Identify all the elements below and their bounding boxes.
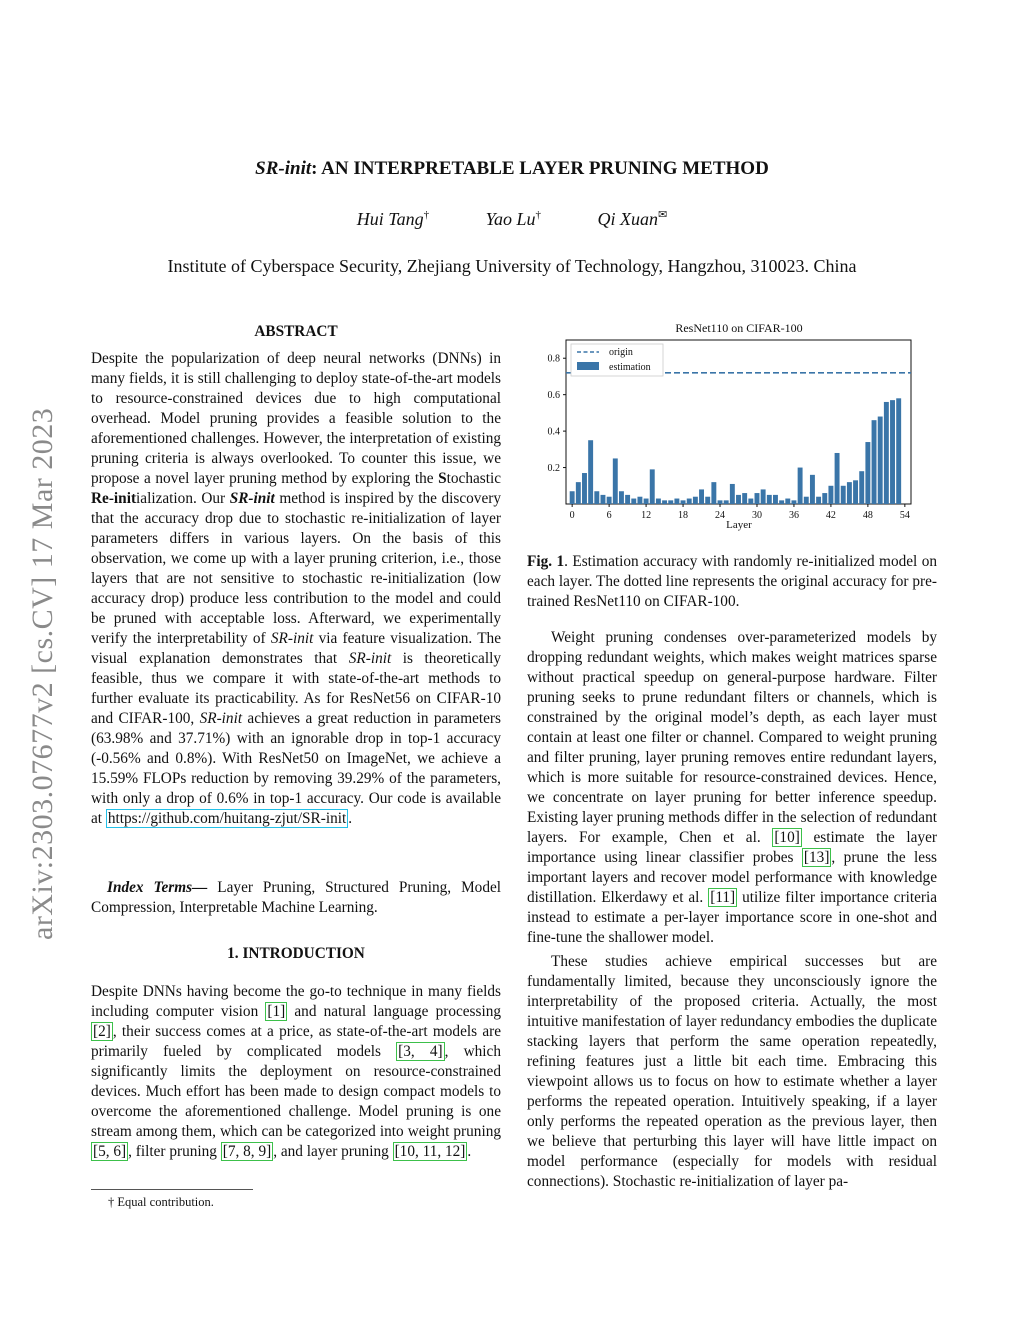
bar-layer-12	[644, 499, 649, 504]
chart-legend	[571, 344, 663, 376]
code-link[interactable]: https://github.com/huitang-zjut/SR-init	[107, 810, 347, 827]
bar-layer-14	[656, 499, 661, 504]
bar-layer-9	[625, 495, 630, 504]
bar-layer-22	[705, 497, 710, 504]
bar-layer-53	[896, 398, 901, 504]
bar-layer-27	[736, 495, 741, 504]
bar-layer-38	[804, 497, 809, 504]
figure-1-chart	[520, 318, 940, 536]
bar-layer-36	[791, 500, 796, 504]
bar-layer-23	[711, 482, 716, 504]
bar-layer-19	[687, 499, 692, 504]
x-tick-label: 36	[788, 510, 799, 521]
citation-link[interactable]: [7, 8, 9]	[222, 1143, 272, 1160]
bar-layer-7	[613, 458, 618, 504]
x-tick-label: 0	[569, 510, 575, 521]
bar-layer-11	[637, 497, 642, 504]
bar-layer-34	[779, 500, 784, 504]
bar-layer-26	[730, 484, 735, 504]
paragraph-studies: These studies achieve empirical successes but are fundamentally limited, because they unconsciously ignore the interpretability of the proposed criteria. Actually, the most intuitive manifestation of layer redundancy embodies the duplicate stacking layers that perform the same operation repeatedly, refining features just a little bit each time. Embracing this viewpoint allows us to focus on how to estimate whether a layer performs the repeated operation. Intuitively speaking, if a layer only performs the repeated operation as the previous layer, then we believe that perturbing this layer will have little impact on model performance (especially for models with residual connections). Stochastic re-initialization of layer pa-	[527, 953, 937, 1190]
citation-link[interactable]: [5, 6]	[93, 1143, 127, 1160]
bar-layer-39	[810, 475, 815, 504]
author-2: Yao Lu†	[485, 209, 541, 229]
bar-layer-28	[742, 493, 747, 504]
bar-layer-24	[718, 500, 723, 504]
bar-layer-46	[853, 480, 858, 504]
bar-layer-16	[668, 500, 673, 504]
abstract-body: Despite the popularization of deep neural networks (DNNs) in many fields, it is still challenging to deploy state-of-the-art models to resource-constrained devices due to high computational overhead. Model pruning provides a feasible solution to the aforementioned challenges. However, the interpretation of existing pruning criteria is always overlooked. To counter this issue, we propose a novel layer pruning method by exploring the Stochastic Re-initialization. Our SR-init method is inspired by the discovery that the accuracy drop due to stochastic re-initialization of layer parameters differs in various layers. On the basis of this observation, we come up with a layer pruning criterion, i.e., those layers that are not sensitive to stochastic re-initialization (low accuracy drop) produce less contribution to the model and could be pruned with acceptable loss. Afterward, we experimentally verify the interpretability of SR-init via feature visualization. The visual explanation demonstrates that SR-init is theoretically feasible, thus we compare it with state-of-the-art methods to further evaluate its practicability. As for ResNet56 on CIFAR-10 and CIFAR-100, SR-init achieves a great reduction in parameters (63.98% and 37.71%) with an ignorable drop in top-1 accuracy (-0.56% and 0.8%). With ResNet50 on ImageNet, we achieve a 15.59% FLOPs reduction by removing 39.29% of the parameters, with only a drop of 0.6% in top-1 accuracy. Our code is available at https://github.com/huitang-zjut/SR-init .	[91, 350, 501, 827]
paper-title	[0, 158, 1024, 180]
index-terms: Index Terms— Layer Pruning, Structured Pruning, Model Compression, Interpretable Machine Learning.	[91, 879, 502, 916]
bar-layer-44	[841, 486, 846, 504]
x-tick-label: 54	[899, 510, 910, 521]
citation-link[interactable]: [10, 11, 12]	[394, 1143, 466, 1160]
envelope-icon: ✉	[658, 209, 668, 221]
bar-layer-52	[890, 400, 895, 504]
bar-layer-8	[619, 491, 624, 504]
bar-layer-37	[798, 468, 803, 504]
bar-layer-13	[650, 469, 655, 504]
y-tick-label: 0.4	[547, 426, 560, 438]
abstract-heading: ABSTRACT	[254, 323, 338, 340]
citation-link[interactable]: [10]	[774, 829, 800, 846]
citation-link[interactable]: [13]	[803, 849, 830, 866]
bar-layer-41	[822, 493, 827, 504]
title-method: SR-init	[255, 158, 312, 179]
x-tick-label: 42	[825, 510, 836, 521]
bar-layer-21	[699, 489, 704, 504]
intro-heading: 1. INTRODUCTION	[227, 945, 365, 962]
intro-body: Despite DNNs having become the go-to technique in many fields including computer vision [1] and natural language processing [2] , their success comes at a price, as state-of-the-art models are primarily fueled by complicated models [3, 4] , which significantly limits the deployment on resource-constrained devices. Much effort has been made to design compact models to overcome the aforementioned challenge. Model pruning is one stream among them, which can be categorized into weight pruning [5, 6] , filter pruning [7, 8, 9] , and layer pruning [10, 11, 12] .	[91, 983, 501, 1160]
bar-layer-15	[662, 500, 667, 504]
bar-layer-17	[674, 499, 679, 504]
bar-layer-1	[576, 482, 581, 504]
legend-origin-label: origin	[609, 347, 633, 358]
footnote-rule	[91, 1189, 253, 1190]
y-tick-label: 0.2	[547, 463, 560, 475]
bar-layer-5	[601, 495, 606, 504]
bar-layer-45	[847, 482, 852, 504]
y-tick-label: 0.8	[547, 353, 560, 365]
x-tick-label: 18	[678, 510, 689, 521]
affiliation: Institute of Cyberspace Security, Zhejiang University of Technology, Hangzhou, 310023. China	[167, 256, 857, 276]
x-tick-label: 6	[606, 510, 612, 521]
bar-layer-42	[828, 486, 833, 504]
x-tick-label: 48	[862, 510, 873, 521]
bar-layer-20	[693, 497, 698, 504]
bar-layer-2	[582, 473, 587, 504]
bar-layer-29	[748, 499, 753, 504]
bar-layer-0	[570, 491, 575, 504]
citation-link[interactable]: [1]	[267, 1003, 286, 1020]
author-1: Hui Tang†	[356, 209, 430, 229]
citation-link[interactable]: [3, 4]	[398, 1043, 443, 1060]
bar-layer-43	[835, 453, 840, 504]
y-tick-label: 0.6	[547, 390, 560, 402]
arxiv-sidebar-id[interactable]: arXiv:2303.07677v2 [cs.CV] 17 Mar 2023	[26, 407, 59, 940]
x-tick-label: 12	[641, 510, 652, 521]
chart-title: ResNet110 on CIFAR-100	[675, 321, 803, 335]
legend-estimation-swatch	[577, 362, 599, 370]
bar-layer-3	[588, 440, 593, 504]
bar-layer-30	[755, 493, 760, 504]
bar-layer-35	[785, 499, 790, 504]
bar-layer-25	[724, 500, 729, 504]
citation-link[interactable]: [2]	[93, 1023, 111, 1040]
legend-estimation-label: estimation	[609, 362, 651, 373]
citation-link[interactable]: [11]	[710, 889, 736, 906]
right-column-body	[527, 628, 937, 1192]
x-tick-label: 24	[715, 510, 726, 521]
bar-layer-50	[878, 417, 883, 504]
bar-layer-6	[607, 497, 612, 504]
bar-layer-10	[631, 499, 636, 504]
bar-layer-32	[767, 495, 772, 504]
bar-layer-47	[859, 471, 864, 504]
bar-layer-31	[761, 489, 766, 504]
bar-layer-51	[884, 402, 889, 504]
paragraph-weight-pruning: Weight pruning condenses over-parameterized models by dropping redundant weights, which makes weight matrices sparse without practical speedup on general-purpose hardware. Filter pruning seeks to prune redundant filters or channels, which is constrained by the original model’s depth, as each layer must contain at least one filter or channel. Compared to weight pruning and filter pruning, layer pruning removes entire redundant layers, which is more suitable for resource-constrained devices. Hence, we concentrate on layer pruning for better inference speedup. Existing layer pruning methods differ in the selection of redundant layers. For example, Chen et al. [10] estimate the layer importance using linear classifier probes [13] , prune the less important layers and recover model performance with knowledge distillation. Elkerdawy et al. [11] utilize filter importance criteria instead to estimate a per-layer importance score in one-shot and fine-tune the shallower model.	[527, 629, 938, 946]
author-3: Qi Xuan✉	[597, 209, 668, 229]
footnote: † Equal contribution.	[108, 1195, 214, 1209]
bar-layer-33	[773, 495, 778, 504]
bar-layer-49	[872, 420, 877, 504]
bar-layer-48	[865, 442, 870, 504]
figure-caption: Fig. 1. Estimation accuracy with randomly re-initialized model on each layer. The dotted line represents the original accuracy for pre-trained ResNet110 on CIFAR-100.	[527, 553, 937, 610]
author-list	[0, 208, 1024, 230]
x-tick-label: 30	[751, 510, 762, 521]
bar-layer-18	[681, 500, 686, 504]
bar-layer-4	[594, 491, 599, 504]
title-rest: : AN INTERPRETABLE LAYER PRUNING METHOD	[311, 158, 769, 179]
bar-layer-40	[816, 497, 821, 504]
x-axis-label: Layer	[726, 519, 752, 531]
